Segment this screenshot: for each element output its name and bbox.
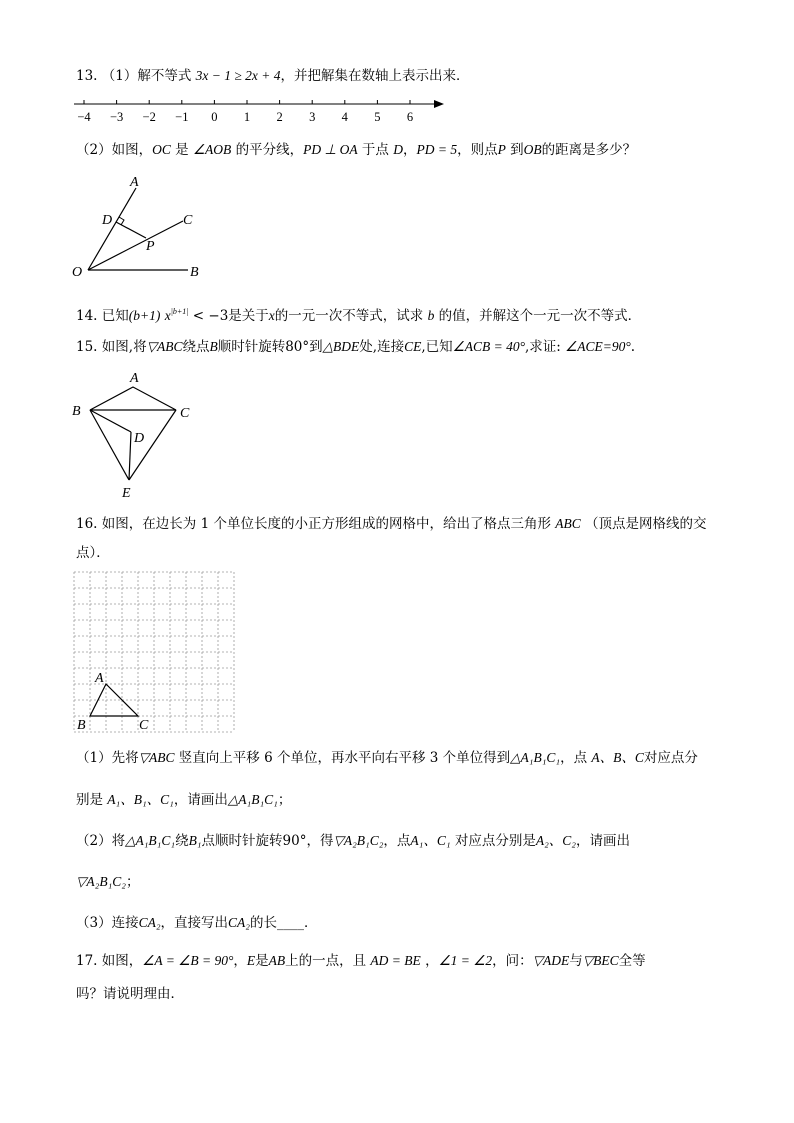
q17-cond1: ∠A = ∠B = 90° [142, 953, 234, 968]
grid-label-b: B [77, 718, 86, 733]
q15-tri1: ▽ABC [146, 339, 183, 354]
q15-text: 到 [309, 339, 323, 355]
axis-tick-label: 3 [309, 110, 316, 124]
q14-b: b [427, 308, 435, 323]
axis-tick-label: −3 [109, 110, 124, 124]
fig13-label-c: C [183, 213, 193, 228]
q13-inequality: 3x − 1 ≥ 2x + 4 [195, 68, 281, 83]
axis-tick-label: 4 [341, 110, 348, 124]
fig13-label-a: A [130, 175, 139, 190]
q14-exp: |b+1| [170, 307, 189, 316]
q15-text: 处,连接 [359, 339, 405, 355]
q15-text: . [630, 339, 636, 355]
fig15-label-a: A [130, 371, 139, 386]
q16-deg: 90° [282, 833, 307, 849]
q17-text: ， [425, 953, 439, 969]
q13-text: 的平分线， [235, 142, 304, 158]
q13-number: 13. [76, 68, 98, 84]
q16-text: ； [125, 874, 140, 890]
q16-part3-line [76, 913, 318, 933]
q17-line-2 [76, 984, 184, 1004]
q13-angle: ∠AOB [192, 142, 232, 157]
q17-line-1 [76, 951, 646, 971]
fig15-label-c: C [180, 406, 190, 421]
q14-var: x [268, 308, 275, 323]
q14-text: 已知 [101, 308, 129, 324]
q16-text: ，请画出 [576, 833, 630, 849]
q13-part1-label: （1） [101, 68, 138, 84]
q13-text: ，则点 [457, 142, 498, 158]
fig13-label-o: O [72, 265, 83, 280]
q13-part2-label: （2） [76, 142, 112, 158]
q14-number: 14. [76, 308, 98, 324]
q15-b: B [209, 339, 218, 354]
q13-text: 到 [510, 142, 524, 158]
q16-text: 的长____． [250, 915, 318, 931]
q13-text: 的距离是多少？ [541, 142, 637, 158]
q16-tri: ▽ABC [138, 750, 175, 765]
q17-text: 全等 [618, 953, 646, 969]
q15-prove: ∠ACE=90° [565, 339, 631, 354]
q14-ineq: < −3 [192, 308, 229, 324]
q15-text: 如图,将 [101, 339, 147, 355]
axis-tick-label: −4 [77, 110, 91, 124]
q13-oc: OC [152, 142, 171, 157]
q16-text: 绕 [175, 833, 189, 849]
q17-text: 与 [569, 953, 583, 969]
q16-tri2: ▽A₂B₁C₂ [76, 874, 126, 889]
q17-cond2: AD = BE [370, 953, 421, 968]
q17-text: 如图， [101, 953, 143, 969]
q17-text: ， [233, 953, 247, 969]
q16-text: 点顺时针旋转 [201, 833, 283, 849]
q16-number: 16. [76, 516, 98, 532]
q17-number: 17. [76, 953, 98, 969]
q16-text: ，点 [560, 750, 588, 766]
q16-text: 点）． [76, 545, 110, 561]
q17-t1: ▽ADE [532, 953, 570, 968]
q15-text: 绕点 [182, 339, 210, 355]
q16-tri2: ▽A₂B₁C₂ [333, 833, 384, 848]
q17-text: 是 [255, 953, 269, 969]
q17-t2: ▽BEC [582, 953, 619, 968]
q17-text: 吗？请说明理由． [76, 986, 184, 1002]
axis-tick-label: 2 [276, 110, 283, 124]
q14-text: 的值，并解这个一元一次不等式． [438, 308, 642, 324]
axis-tick-label: 1 [243, 110, 251, 124]
q17-ab: AB [268, 953, 286, 968]
q16-pts: A₁、C₁ [410, 833, 451, 848]
q16-text: ； [277, 792, 292, 808]
q17-e: E [246, 953, 256, 968]
q16-text: ，点 [383, 833, 411, 849]
q16-pts1: A₁、B₁、C₁ [107, 792, 174, 807]
q15-tri2: △BDE [322, 339, 360, 354]
q14-expr: (b+1) [128, 308, 161, 323]
q16-seg: CA₂ [138, 915, 161, 930]
q16-text: ，请画出 [173, 792, 228, 808]
q16-text: （1）先将 [76, 750, 139, 766]
q16-text: （顶点是网格线的交 [585, 516, 707, 532]
axis-tick-label: −2 [142, 110, 156, 124]
q16-pts: A、B、C [591, 750, 644, 765]
q17-cond3: ∠1 = ∠2 [438, 953, 493, 968]
q16-text: （2）将 [76, 833, 126, 849]
q16-text: （3）连接 [76, 915, 139, 931]
q16-tri1: △A₁B₁C₁ [125, 833, 176, 848]
q13-text: ，并把解集在数轴上表示出来． [280, 68, 470, 84]
q16-text: 对应点分 [643, 750, 698, 766]
q13-text: 于点 [361, 142, 389, 158]
fig13-label-b: B [190, 265, 199, 280]
q14-text: 是关于 [228, 308, 269, 324]
q13-ob: OB [523, 142, 542, 157]
axis-tick-label: 5 [374, 110, 381, 124]
q15-number: 15. [76, 339, 98, 355]
q16-text: 对应点分别是 [454, 833, 536, 849]
q15-text: ,已知 [421, 339, 453, 355]
q15-text: 顺时针旋转 [217, 339, 286, 355]
q16-text: ，直接写出 [160, 915, 229, 931]
q14-text: 的一元一次不等式，试求 [274, 308, 424, 324]
q16-part2-line-2 [76, 872, 139, 892]
q16-abc: ABC [555, 516, 581, 531]
q13-text: ， [402, 142, 417, 158]
q16-seg: CA₂ [228, 915, 250, 930]
q14-x: x [164, 308, 171, 323]
fig13-label-p: P [146, 239, 155, 254]
q17-text: ，问： [492, 953, 533, 969]
q13-pd: PD = 5 [416, 142, 458, 157]
q17-text: 上的一点，且 [285, 953, 367, 969]
q15-text: ,求证: [525, 339, 561, 355]
fig15-label-d: D [134, 431, 145, 446]
q15-deg: 80° [285, 339, 310, 355]
q16-part1-line-2 [76, 790, 291, 810]
fig13-label-d: D [102, 213, 113, 228]
q13-text: 如图， [111, 142, 153, 158]
q13-perp: PD ⊥ OA [303, 142, 358, 157]
grid-label-a: A [95, 671, 104, 686]
axis-tick-label: 0 [211, 110, 218, 124]
fig15-label-b: B [72, 404, 81, 419]
q16-part1-line-1 [76, 748, 698, 768]
q16-text: 如图，在边长为 1 个单位长度的小正方形组成的网格中，给出了格点三角形 [101, 516, 551, 532]
q15-ce: CE [404, 339, 422, 354]
q13-text: 是 [175, 142, 189, 158]
q16-part2-line-1 [76, 831, 630, 851]
q16-text: 竖直向上平移 6 个单位，再水平向右平移 3 个单位得到 [178, 750, 511, 766]
q13-d: D [393, 142, 403, 157]
q16-text: ，得 [306, 833, 334, 849]
fig15-label-e: E [122, 486, 131, 501]
q15-given: ∠ACB = 40° [452, 339, 525, 354]
grid-label-c: C [139, 718, 149, 733]
q16-pts2: A₂、C₂ [535, 833, 576, 848]
q16-tri1: △A₁B₁C₁ [227, 792, 278, 807]
axis-tick-label: −1 [175, 110, 189, 124]
q16-tri1: △A₁B₁C₁ [510, 750, 561, 765]
axis-tick-label: 6 [406, 110, 414, 124]
q13-p: P [497, 142, 506, 157]
q13-text: 解不等式 [137, 68, 192, 84]
q16-text: 别是 [76, 792, 103, 808]
q16-b1: B₁ [188, 833, 202, 848]
